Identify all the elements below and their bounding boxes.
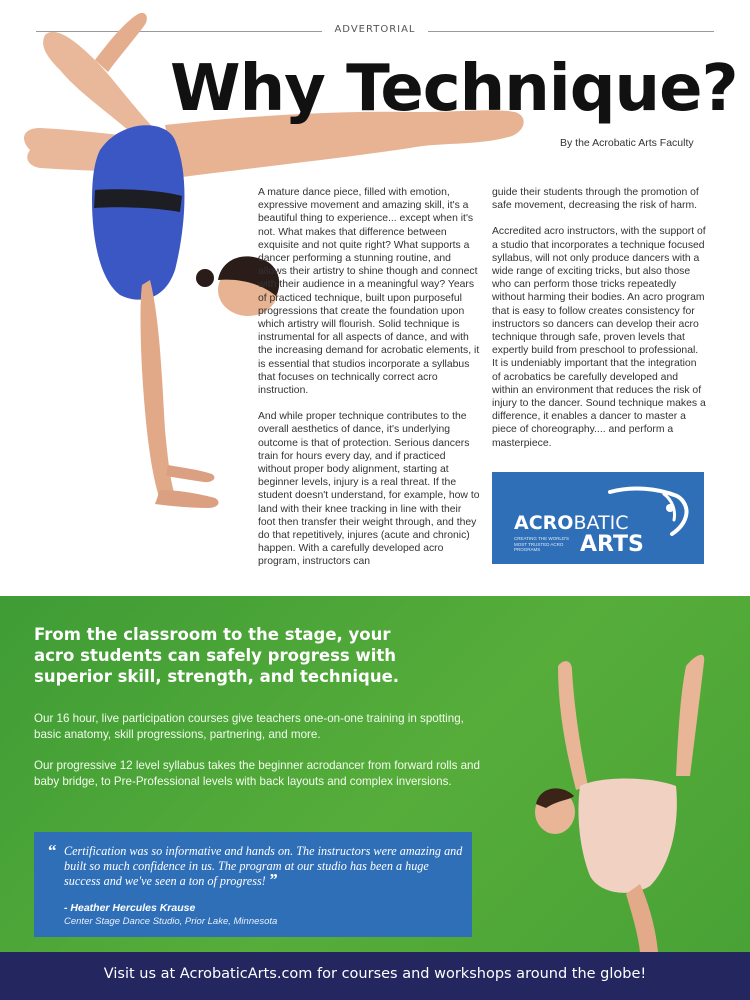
promo-paragraph-courses: Our 16 hour, live participation courses give teachers one-on-one training in spotting, basic anatomy, skill progressions, partnering, and more. xyxy=(34,712,464,741)
promo-section xyxy=(0,596,750,952)
open-quote-icon: “ xyxy=(48,841,57,860)
testimonial-text xyxy=(64,844,464,889)
logo-wordmark-acrobatic xyxy=(514,512,628,534)
logo-batic-text: BATIC xyxy=(573,512,629,534)
promo-headline: From the classroom to the stage, your acro students can safely progress with superior skill, strength, and technique. xyxy=(34,625,400,686)
headline: Why Technique? xyxy=(170,52,738,126)
footer-cta-text: Visit us at AcrobaticArts.com for courses and workshops around the globe! xyxy=(103,966,647,982)
byline: By the Acrobatic Arts Faculty xyxy=(560,137,694,149)
logo-acro-text: ACRO xyxy=(514,512,574,534)
promo-paragraph-syllabus: Our progressive 12 level syllabus takes the beginner acrodancer from forward rolls and baby bridge, to Pre-Professional levels with back layouts and complex inversions. xyxy=(34,759,480,788)
article-paragraph: Accredited acro instructors, with the support of a studio that incorporates a technique focused syllabus, will not only produce dancers with a wide range of exciting tricks, but also those who can perform those tricks repeatedly without harming their bodies. An acro program that is easy to follow creates consistency for instructors so dancers can develop their acro technique through safe, proven levels that expertly build from preschool to professional. It is undeniably important that the integration of acrobatics be carefully developed and within an environment that reduces the risk of injury to the dancer. Sound technique makes a difference, it enables a dancer to master a piece of choreography.... and perform a masterpiece. xyxy=(492,226,706,449)
dancer-scorpion-image xyxy=(500,636,740,952)
testimonial-box xyxy=(34,832,472,937)
article-paragraph: A mature dance piece, filled with emotion, expressive movement and amazing skill, it's a beautiful thing to experience... except when it's not. What makes that difference between exquisite and not quite right? What supports a dancer performing a stunning routine, and allows their artistry to shine though and connect with their audience in a meaningful way? Years of practiced technique, built upon purposeful progressions that create the foundation upon which artistry will flourish. Solid technique is instrumental for all aspects of dance, and with the increasing demand for acrobatic elements, it is essential that studios incorporate a syllabus that focuses on technically correct acro instruction. xyxy=(258,187,480,397)
article-column-2 xyxy=(492,186,706,463)
article-paragraph: And while proper technique contributes to the overall aesthetics of dance, it's underlying outcome is that of protection. Serious dancers train for hours every day, and if practiced without proper body alignment, starting at beginner levels, injury is a real threat. If the student doesn't understand, for example, how to land with their knee tracking in line with their foot then transfer their weight through, and they do that repetitively, injures (acute and chronic) happen. With a carefully developed acro program, instructors can xyxy=(258,411,480,568)
advertorial-kicker: ADVERTORIAL xyxy=(334,24,416,35)
testimonial-author: - Heather Hercules Krause xyxy=(64,902,196,914)
testimonial-quote: Certification was so informative and hands on. The instructors were amazing and built so much confidence in us. The program at our studio has been a huge success and we've seen a ton of progress! xyxy=(64,844,463,888)
logo-tagline: CREATING THE WORLD'S MOST TRUSTED ACRO PROGRAMS xyxy=(514,536,569,552)
article-column-1 xyxy=(258,186,480,582)
logo-wordmark-arts: ARTS xyxy=(580,532,644,557)
acrobatic-arts-logo xyxy=(492,472,704,564)
close-quote-icon: ” xyxy=(268,870,278,889)
testimonial-studio: Center Stage Dance Studio, Prior Lake, Minnesota xyxy=(64,916,278,927)
footer-bar xyxy=(0,952,750,1000)
article-paragraph: guide their students through the promotion of safe movement, decreasing the risk of harm. xyxy=(492,187,699,212)
